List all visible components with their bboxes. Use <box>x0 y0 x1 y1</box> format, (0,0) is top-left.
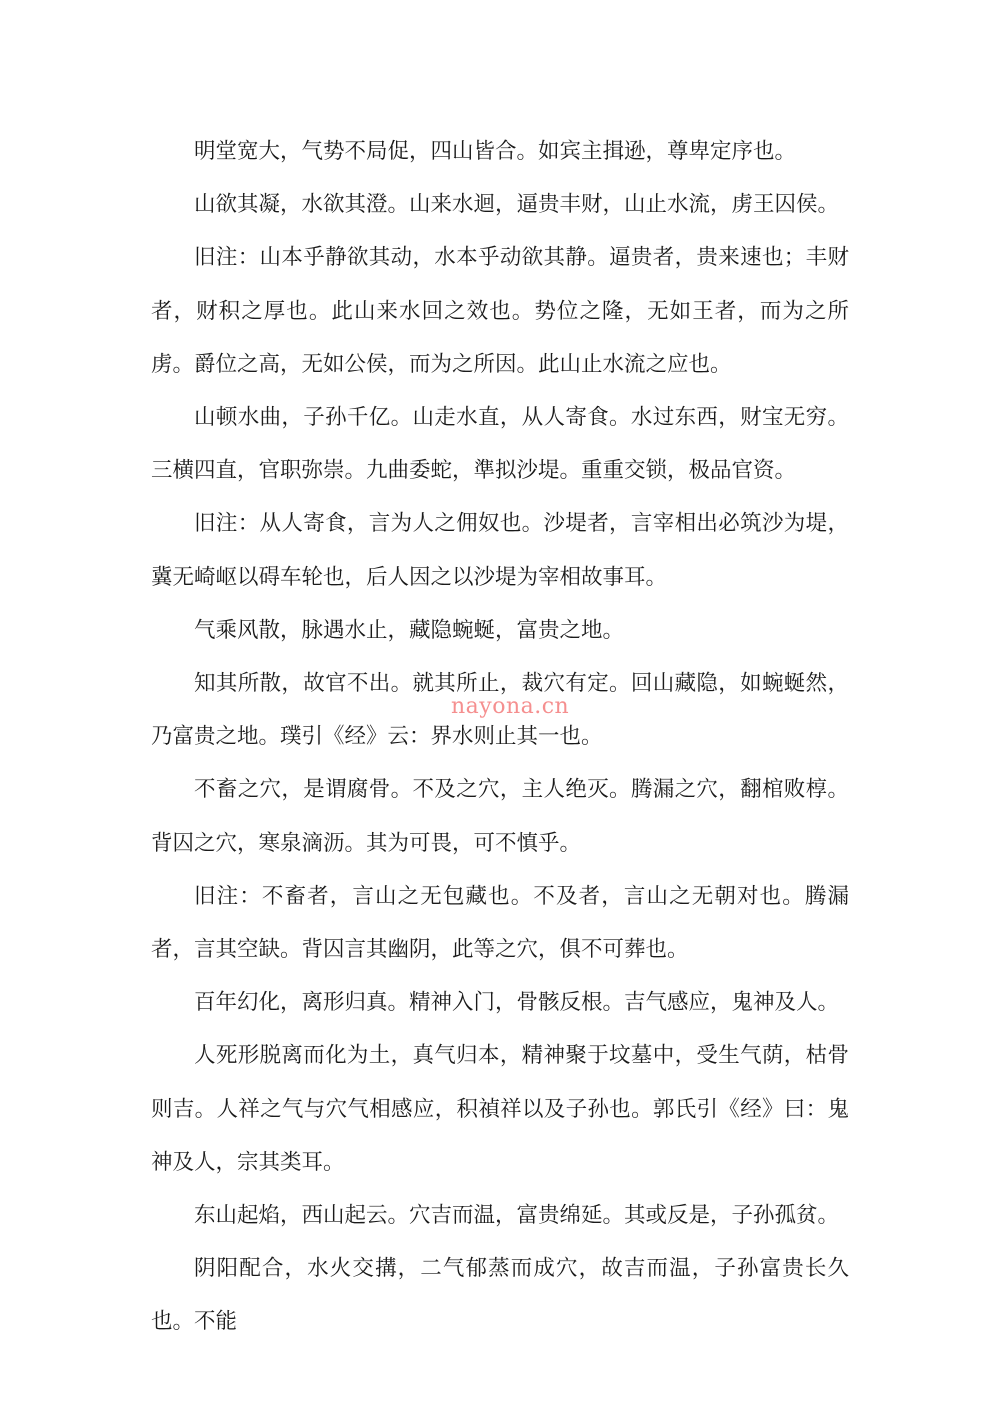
paragraph: 百年幻化，离形归真。精神入门，骨骸反根。吉气感应，鬼神及人。 <box>194 990 840 1016</box>
paragraph: 旧注：从人寄食，言为人之佣奴也。沙堤者，言宰相出必筑沙为堤，冀无崎岖以碍车轮也，后人因之以沙堤为宰相故事耳。 <box>151 511 849 590</box>
paragraph: 人死形脱离而化为土，真气归本，精神聚于坟墓中，受生气荫，枯骨则吉。人祥之气与穴气相感应，积禎祥以及子孙也。郭氏引《经》曰：鬼神及人，宗其类耳。 <box>151 1043 849 1175</box>
paragraph: 阴阳配合，水火交搆，二气郁蒸而成穴，故吉而温，子孙富贵长久也。不能 <box>151 1256 849 1335</box>
paragraph: 旧注：山本乎静欲其动，水本乎动欲其静。逼贵者，贵来速也；丰财者，财积之厚也。此山来水回之效也。势位之隆，无如王者，而为之所虏。爵位之高，无如公侯，而为之所因。此山止水流之应也。 <box>151 245 849 377</box>
paragraph: 山顿水曲，子孙千亿。山走水直，从人寄食。水过东西，财宝无穷。三横四直，官职弥崇。九曲委蛇，準拟沙堤。重重交锁，极品官资。 <box>151 405 849 484</box>
watermark: nayona.cn <box>451 694 570 719</box>
paragraph: 明堂宽大，气势不局促，四山皆合。如宾主揖逊，尊卑定序也。 <box>194 139 797 164</box>
paragraph: 气乘风散，脉遇水止，藏隐蜿蜒，富贵之地。 <box>194 617 625 643</box>
paragraph: 不畜之穴，是谓腐骨。不及之穴，主人绝灭。腾漏之穴，翻棺败椁。背囚之穴，寒泉滴沥。其为可畏，可不慎乎。 <box>151 777 849 856</box>
body-text <box>151 125 849 1349</box>
paragraph: 山欲其凝，水欲其澄。山来水迴，逼贵丰财，山止水流，虏王囚侯。 <box>194 192 840 218</box>
paragraph: 知其所散，故官不出。就其所止，裁穴有定。回山藏隐，如蜿蜒然，乃富贵之地。璞引《经》云：界水则止其一也。 <box>151 671 849 750</box>
paragraph: 旧注：不畜者，言山之无包藏也。不及者，言山之无朝对也。腾漏者，言其空缺。背囚言其幽阴，此等之穴，俱不可葬也。 <box>151 883 849 963</box>
paragraph: 东山起焰，西山起云。穴吉而温，富贵绵延。其或反是，子孙孤贫。 <box>194 1203 840 1229</box>
